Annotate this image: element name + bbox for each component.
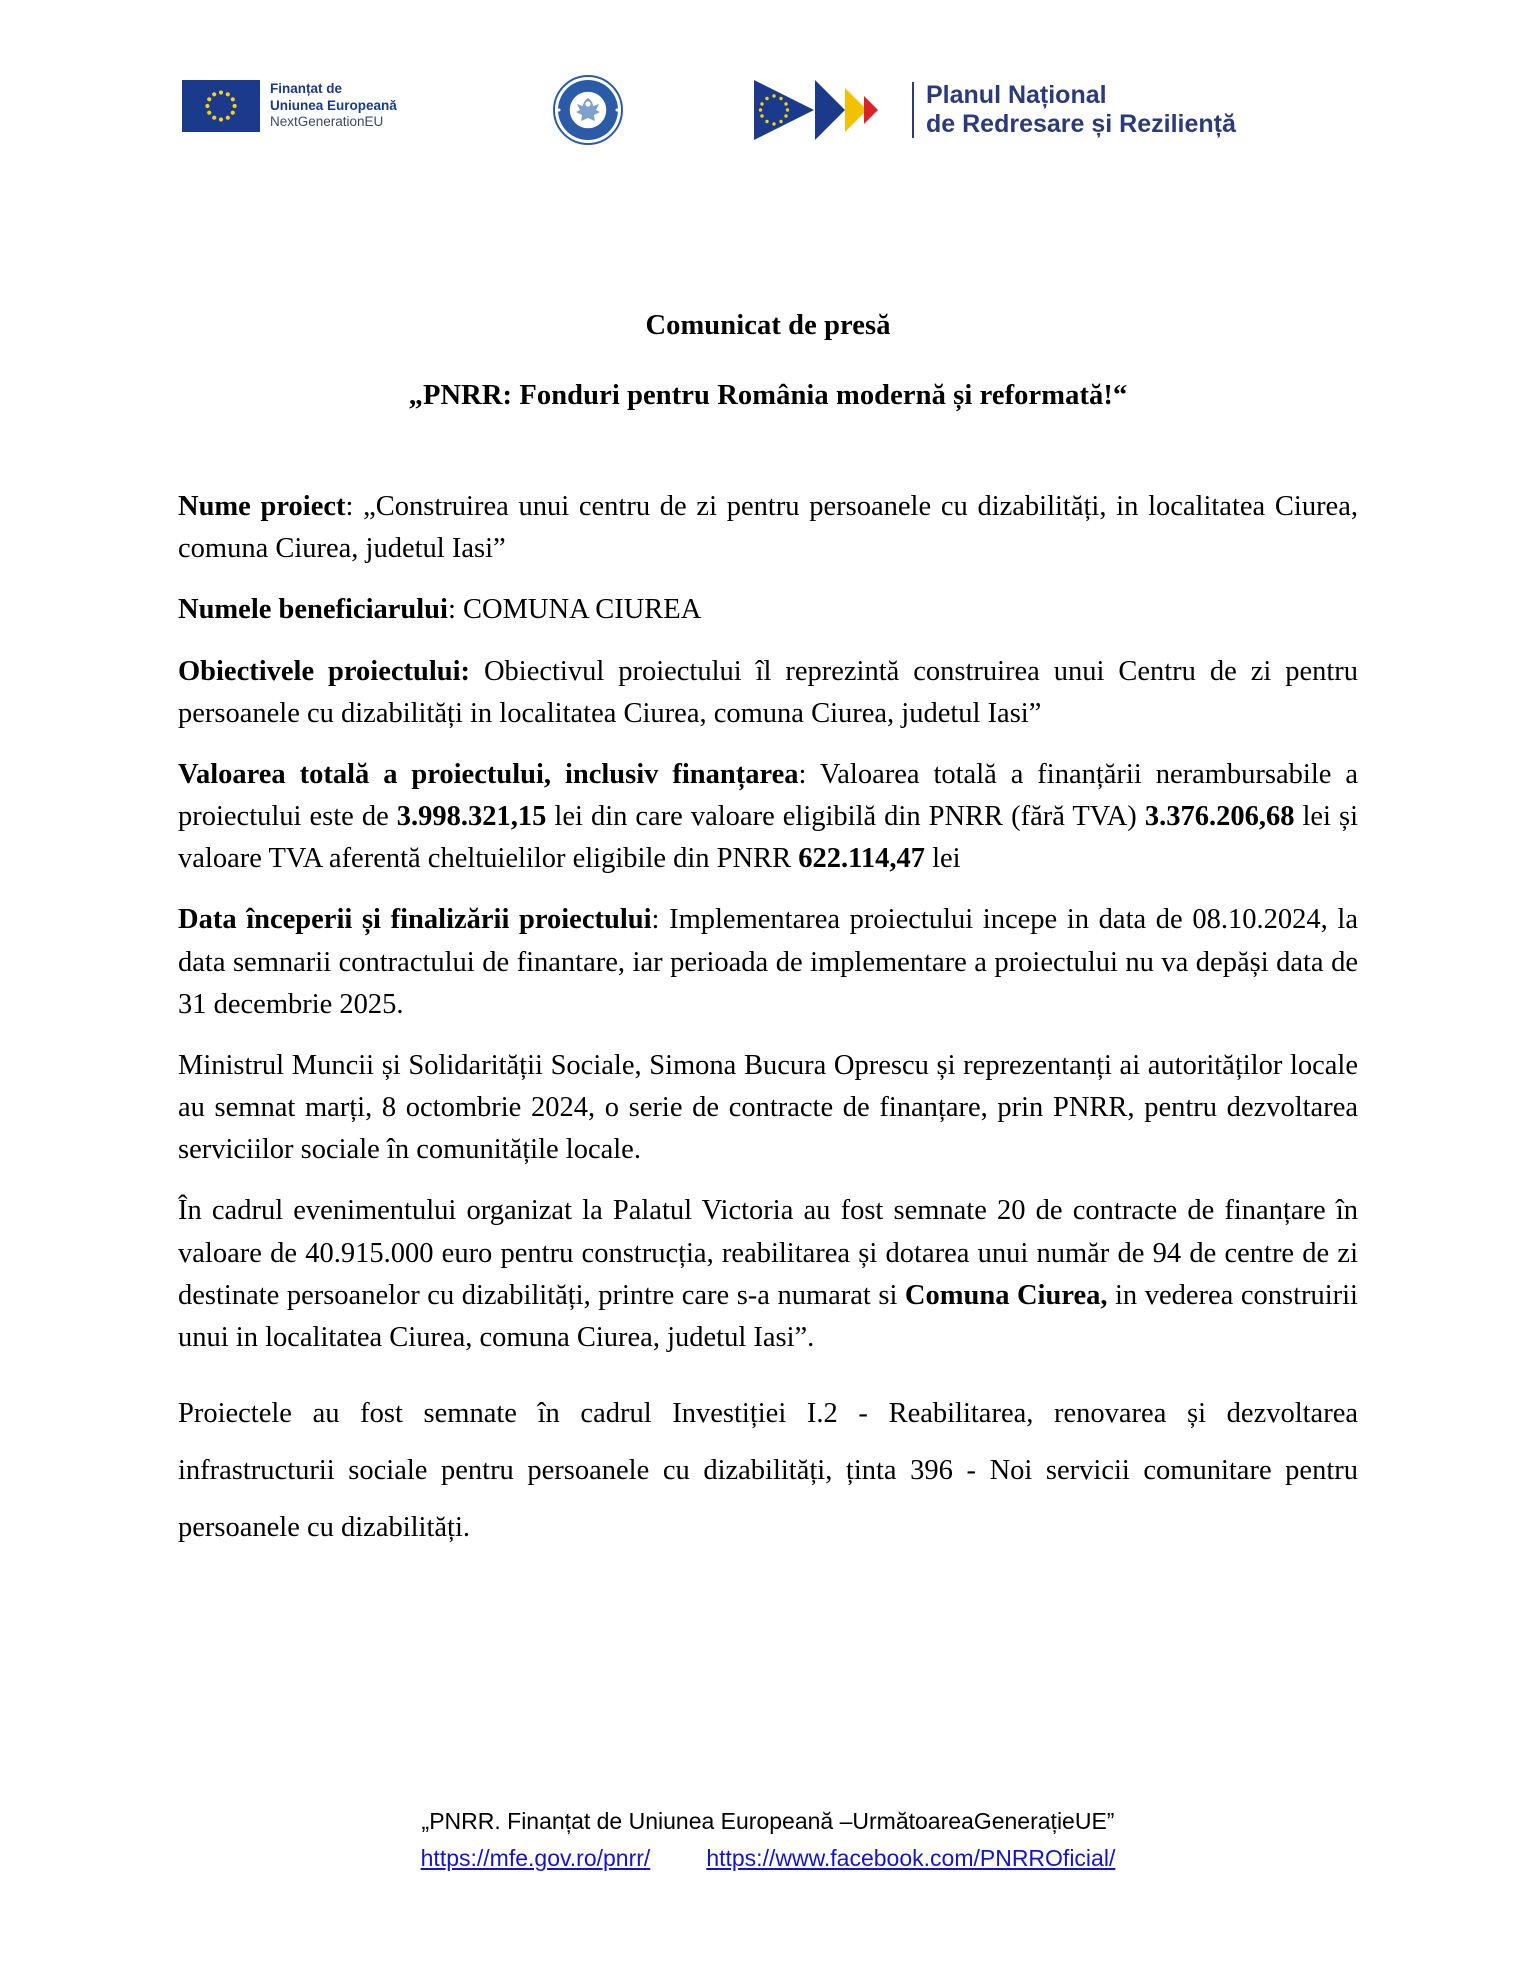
paragraph-investment: Proiectele au fost semnate în cadrul Investiției I.2 - Reabilitarea, renovarea și dezvoltarea infrastructurii sociale pentru persoanele cu dizabilități, ținta 396 - Noi servicii comunitare pentru persoanele cu dizabilități. bbox=[178, 1398, 1358, 1544]
text-dates: : Implementarea proiectului incepe in data de 08.10.2024, la data semnarii contractului de finantare, iar perioada de implementare a proiectului nu va depăși data de 31 decembrie 2025. bbox=[178, 904, 1358, 1020]
footer-link-mfe[interactable]: https://mfe.gov.ro/pnrr/ bbox=[420, 1845, 651, 1872]
paragraph-ministry: Ministrul Muncii și Solidarității Sociale, Simona Bucura Oprescu și reprezentanți ai autorităților locale au semnat marți, 8 octombrie 2024, o serie de contracte de finanțare, prin PNRR, pentru dezvoltarea serviciilor sociale în comunitățile locale. bbox=[178, 1049, 1358, 1166]
text-value-3: lei și valoare TVA aferentă cheltuielilor eligibile din PNRR bbox=[178, 801, 1358, 875]
amount-eligible: 3.376.206,68 bbox=[1144, 801, 1295, 833]
text-beneficiary: : COMUNA CIUREA bbox=[447, 594, 702, 626]
label-project-name: Nume proiect bbox=[178, 491, 346, 522]
amount-total: 3.998.321,15 bbox=[396, 801, 547, 833]
paragraph-project-name bbox=[178, 486, 1358, 570]
eu-logo-line1: Finanțat de bbox=[270, 81, 343, 97]
eu-logo-line3: NextGenerationEU bbox=[270, 114, 384, 130]
text-value-4: lei bbox=[924, 843, 961, 875]
amount-vat: 622.114,47 bbox=[798, 843, 925, 875]
text-objectives: Obiectivul proiectului îl reprezintă construirea unui Centru de zi pentru persoanele cu dizabilități in localitatea Ciurea, comuna Ciurea, judetul Iasi” bbox=[178, 655, 1359, 729]
label-beneficiary: Numele beneficiarului bbox=[178, 594, 448, 626]
text-event-2: in vederea construirii unui in localitatea Ciurea, comuna Ciurea, judetul Iasi”. bbox=[178, 1279, 1358, 1353]
eu-logo-line2: Uniunea Europeană bbox=[270, 97, 397, 113]
footer-links bbox=[0, 1842, 1536, 1875]
page-title: Comunicat de presă bbox=[645, 310, 891, 341]
footer-link-facebook[interactable]: https://www.facebook.com/PNRROficial/ bbox=[706, 1845, 1116, 1872]
pnrr-logo-line1: Planul Național bbox=[926, 80, 1107, 109]
paragraph-event bbox=[178, 1190, 1358, 1359]
footer-tagline: „PNRR. Finanțat de Uniunea Europeană –UrmătoareaGenerațieUE” bbox=[421, 1808, 1115, 1834]
text-value-1: : Valoarea totală a finanțării nerambursabile a proiectului este de bbox=[178, 758, 1358, 833]
label-objectives: Obiectivele proiectului: bbox=[178, 655, 471, 687]
page-footer bbox=[0, 1805, 1536, 1876]
page-subtitle: „PNRR: Fonduri pentru România modernă și reformată!“ bbox=[408, 380, 1128, 411]
text-value-2: lei din care valoare eligibilă din PNRR (fără TVA) bbox=[546, 801, 1145, 833]
text-event-bold: Comuna Ciurea, bbox=[904, 1279, 1108, 1311]
pnrr-logo-line2: de Redresare și Reziliență bbox=[926, 110, 1236, 138]
paragraph-value bbox=[178, 754, 1358, 881]
label-dates: Data începerii și finalizării proiectului bbox=[178, 904, 652, 936]
paragraph-objectives bbox=[178, 651, 1358, 735]
label-value: Valoarea totală a proiectului, inclusiv finanțarea bbox=[178, 758, 799, 790]
paragraph-dates bbox=[178, 899, 1358, 1026]
text-project-name: : „Construirea unui centru de zi pentru persoanele cu dizabilități, in localitatea Ciurea, comuna Ciurea, judetul Iasi” bbox=[178, 491, 1358, 565]
paragraph-beneficiary bbox=[178, 589, 1358, 631]
text-event-1: În cadrul evenimentului organizat la Palatul Victoria au fost semnate 20 de contracte de finanțare în valoare de 40.915.000 euro pentru construcția, reabilitarea și dotarea unui număr de 94 de centre de zi destinate persoanelor cu dizabilități, printre care s-a numarat si bbox=[178, 1195, 1358, 1311]
document-body bbox=[178, 0, 1358, 1575]
document-paragraphs bbox=[178, 486, 1358, 1556]
